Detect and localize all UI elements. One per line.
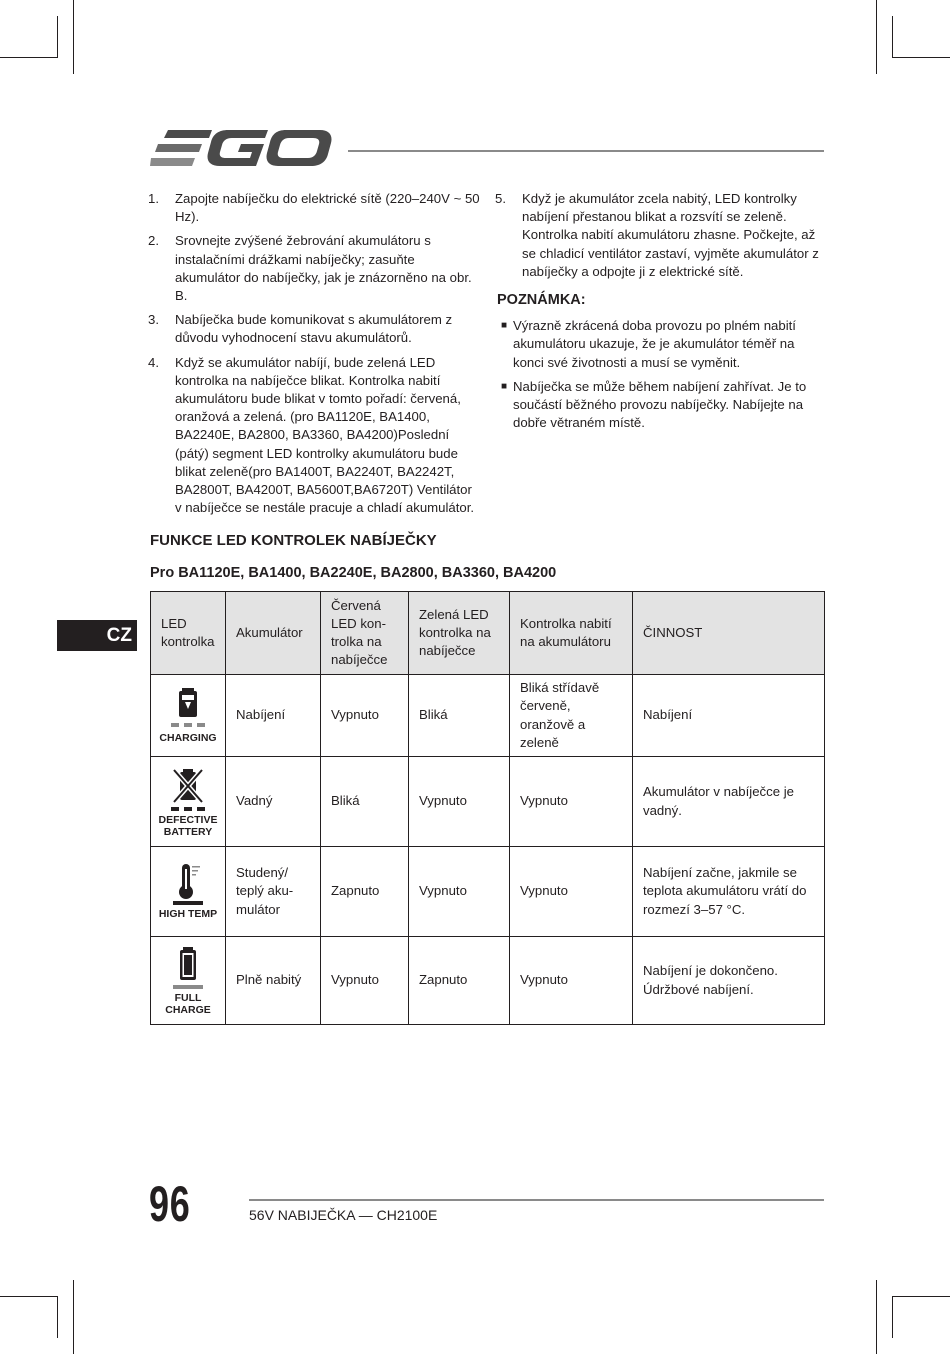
crop-mark [0,57,58,58]
crop-mark [0,1296,58,1297]
table-subtitle: Pro BA1120E, BA1400, BA2240E, BA2800, BA3360, BA4200 [150,565,557,581]
page-number: 96 [149,1176,191,1232]
table-row [151,847,825,937]
crop-mark [57,16,58,58]
table-header-cell: LED kontrolka [151,592,226,675]
step-number: 2. [148,233,159,249]
table-row [151,675,825,757]
square-bullet-icon: ■ [500,320,508,332]
charging-icon [171,687,205,731]
note-bullet-text: Výrazně zkrácená doba provozu po plném nabití akumulátoru ukazuje, že je akumulátor téměř na konci své životnosti a musí se vyměnit. [513,318,796,370]
led-icon-cell [151,757,226,847]
crop-mark [892,1296,950,1297]
step-item [148,354,480,518]
crop-mark [73,0,74,74]
note-bullet [495,317,825,372]
step-item [495,190,825,281]
defective-battery-icon [171,765,205,813]
full-battery-icon [171,945,205,991]
table-cell: Vypnuto [510,757,633,847]
crop-mark [73,1280,74,1354]
table-cell: Vypnuto [321,675,409,757]
crop-mark [892,1296,893,1338]
table-row [151,757,825,847]
table-cell: Bliká střídavě červeně, oranžově a zeleně [510,675,633,757]
header-rule [348,150,824,152]
note-bullet-text: Nabíječka se může během nabíjení zahřívat. Je to součástí běžného provozu nabíječky. Nabíjejte na dobře větraném místě. [513,378,807,431]
step-number: 1. [148,191,159,206]
table-header-cell: Kontrolka nabití na akumulátoru [510,592,633,675]
table-cell: Vypnuto [510,937,633,1025]
table-cell: Nabíjení je dokončeno. Údržbové nabíjení. [633,937,825,1025]
table-header-cell: Zelená LED kontrolka na nabíječce [409,592,510,675]
table-row [151,937,825,1025]
step-text: Zapojte nabíječku do elektrické sítě (220–240V ~ 50 Hz). [175,191,480,225]
step-number: 4. [148,354,159,370]
footer-title: 56V NABIJEČKA — CH2100E [249,1207,438,1223]
crop-mark [876,1280,877,1354]
led-icon-cell [151,937,226,1025]
step-item [148,190,480,226]
table-header-cell: Akumulátor [226,592,321,675]
footer-rule [249,1199,824,1201]
table-cell: Vadný [226,757,321,847]
table-cell: Vypnuto [510,847,633,937]
table-cell: Bliká [409,675,510,757]
crop-mark [892,16,893,58]
table-header-cell: ČINNOST [633,592,825,675]
note-title: POZNÁMKA: [497,292,586,309]
thermometer-icon [171,863,205,907]
note-bullet [495,378,825,433]
table-cell: Zapnuto [409,937,510,1025]
section-title: FUNKCE LED KONTROLEK NABÍJEČKY [150,532,437,549]
icon-label: DEFECTIVE BATTERY [158,814,218,838]
led-function-table [150,591,825,1025]
crop-mark [892,57,950,58]
step-item [148,232,480,305]
ego-logo [150,130,332,172]
table-cell: Akumulátor v nabíječce je vadný. [633,757,825,847]
table-cell: Vypnuto [409,847,510,937]
step-text: Nabíječka bude komunikovat s akumulátorem z důvodu vyhodnocení stavu akumulátorů. [175,312,453,346]
icon-label: FULL CHARGE [165,992,211,1016]
icon-label: CHARGING [159,731,217,744]
step-number: 5. [495,191,506,206]
table-cell: Nabíjení [633,675,825,757]
table-cell: Bliká [321,757,409,847]
steps-right-column [495,190,825,438]
crop-mark [876,0,877,74]
led-icon-cell [151,847,226,937]
table-cell: Nabíjení začne, jakmile se teplota akumulátoru vrátí do rozmezí 3–57 °C. [633,847,825,937]
step-item [148,311,480,347]
step-text: Srovnejte zvýšené žebrování akumulátoru s instalačními drážkami nabíječky; zasuňte akumulátor do nabíječky, jak je znázorněno na obr. B. [175,233,472,304]
table-cell: Studený/ teplý aku-mulátor [226,847,321,937]
step-text: Když je akumulátor zcela nabitý, LED kontrolky nabíjení přestanou blikat a rozsvítí se zeleně. Kontrolka nabití akumulátoru zhasne. Počkejte, až se chladicí ventilátor zastaví, vyjměte akumulátor z nabíječky a odpojte ji z elektrické sítě. [522,191,819,279]
steps-left-column [148,190,480,523]
step-text: Když se akumulátor nabíjí, bude zelená LED kontrolka na nabíječce blikat. Kontrolka nabití akumulátoru bude blikat v tomto pořadí: červená, oranžová a zelená. (pro BA1120E, BA1400, BA2240E, BA2800, BA3360, BA4200)Poslední (pátý) segment LED kontrolky akumulátoru bude blikat zeleně(pro BA1400T, BA2240T, BA2242T, BA2800T, BA4200T, BA5600T,BA6720T) Ventilátor v nabíječce se nestále pracuje a chladí akumulátor. [175,354,475,516]
icon-label: HIGH TEMP [158,907,218,920]
square-bullet-icon: ■ [500,380,508,392]
table-cell: Vypnuto [321,937,409,1025]
language-tab: CZ [57,620,137,651]
table-cell: Vypnuto [409,757,510,847]
table-header-cell: Červená LED kon-trolka na nabíječce [321,592,409,675]
table-cell: Zapnuto [321,847,409,937]
table-header-row [151,592,825,675]
table-cell: Plně nabitý [226,937,321,1025]
led-icon-cell [151,675,226,757]
step-number: 3. [148,312,159,328]
table-cell: Nabíjení [226,675,321,757]
crop-mark [57,1296,58,1338]
